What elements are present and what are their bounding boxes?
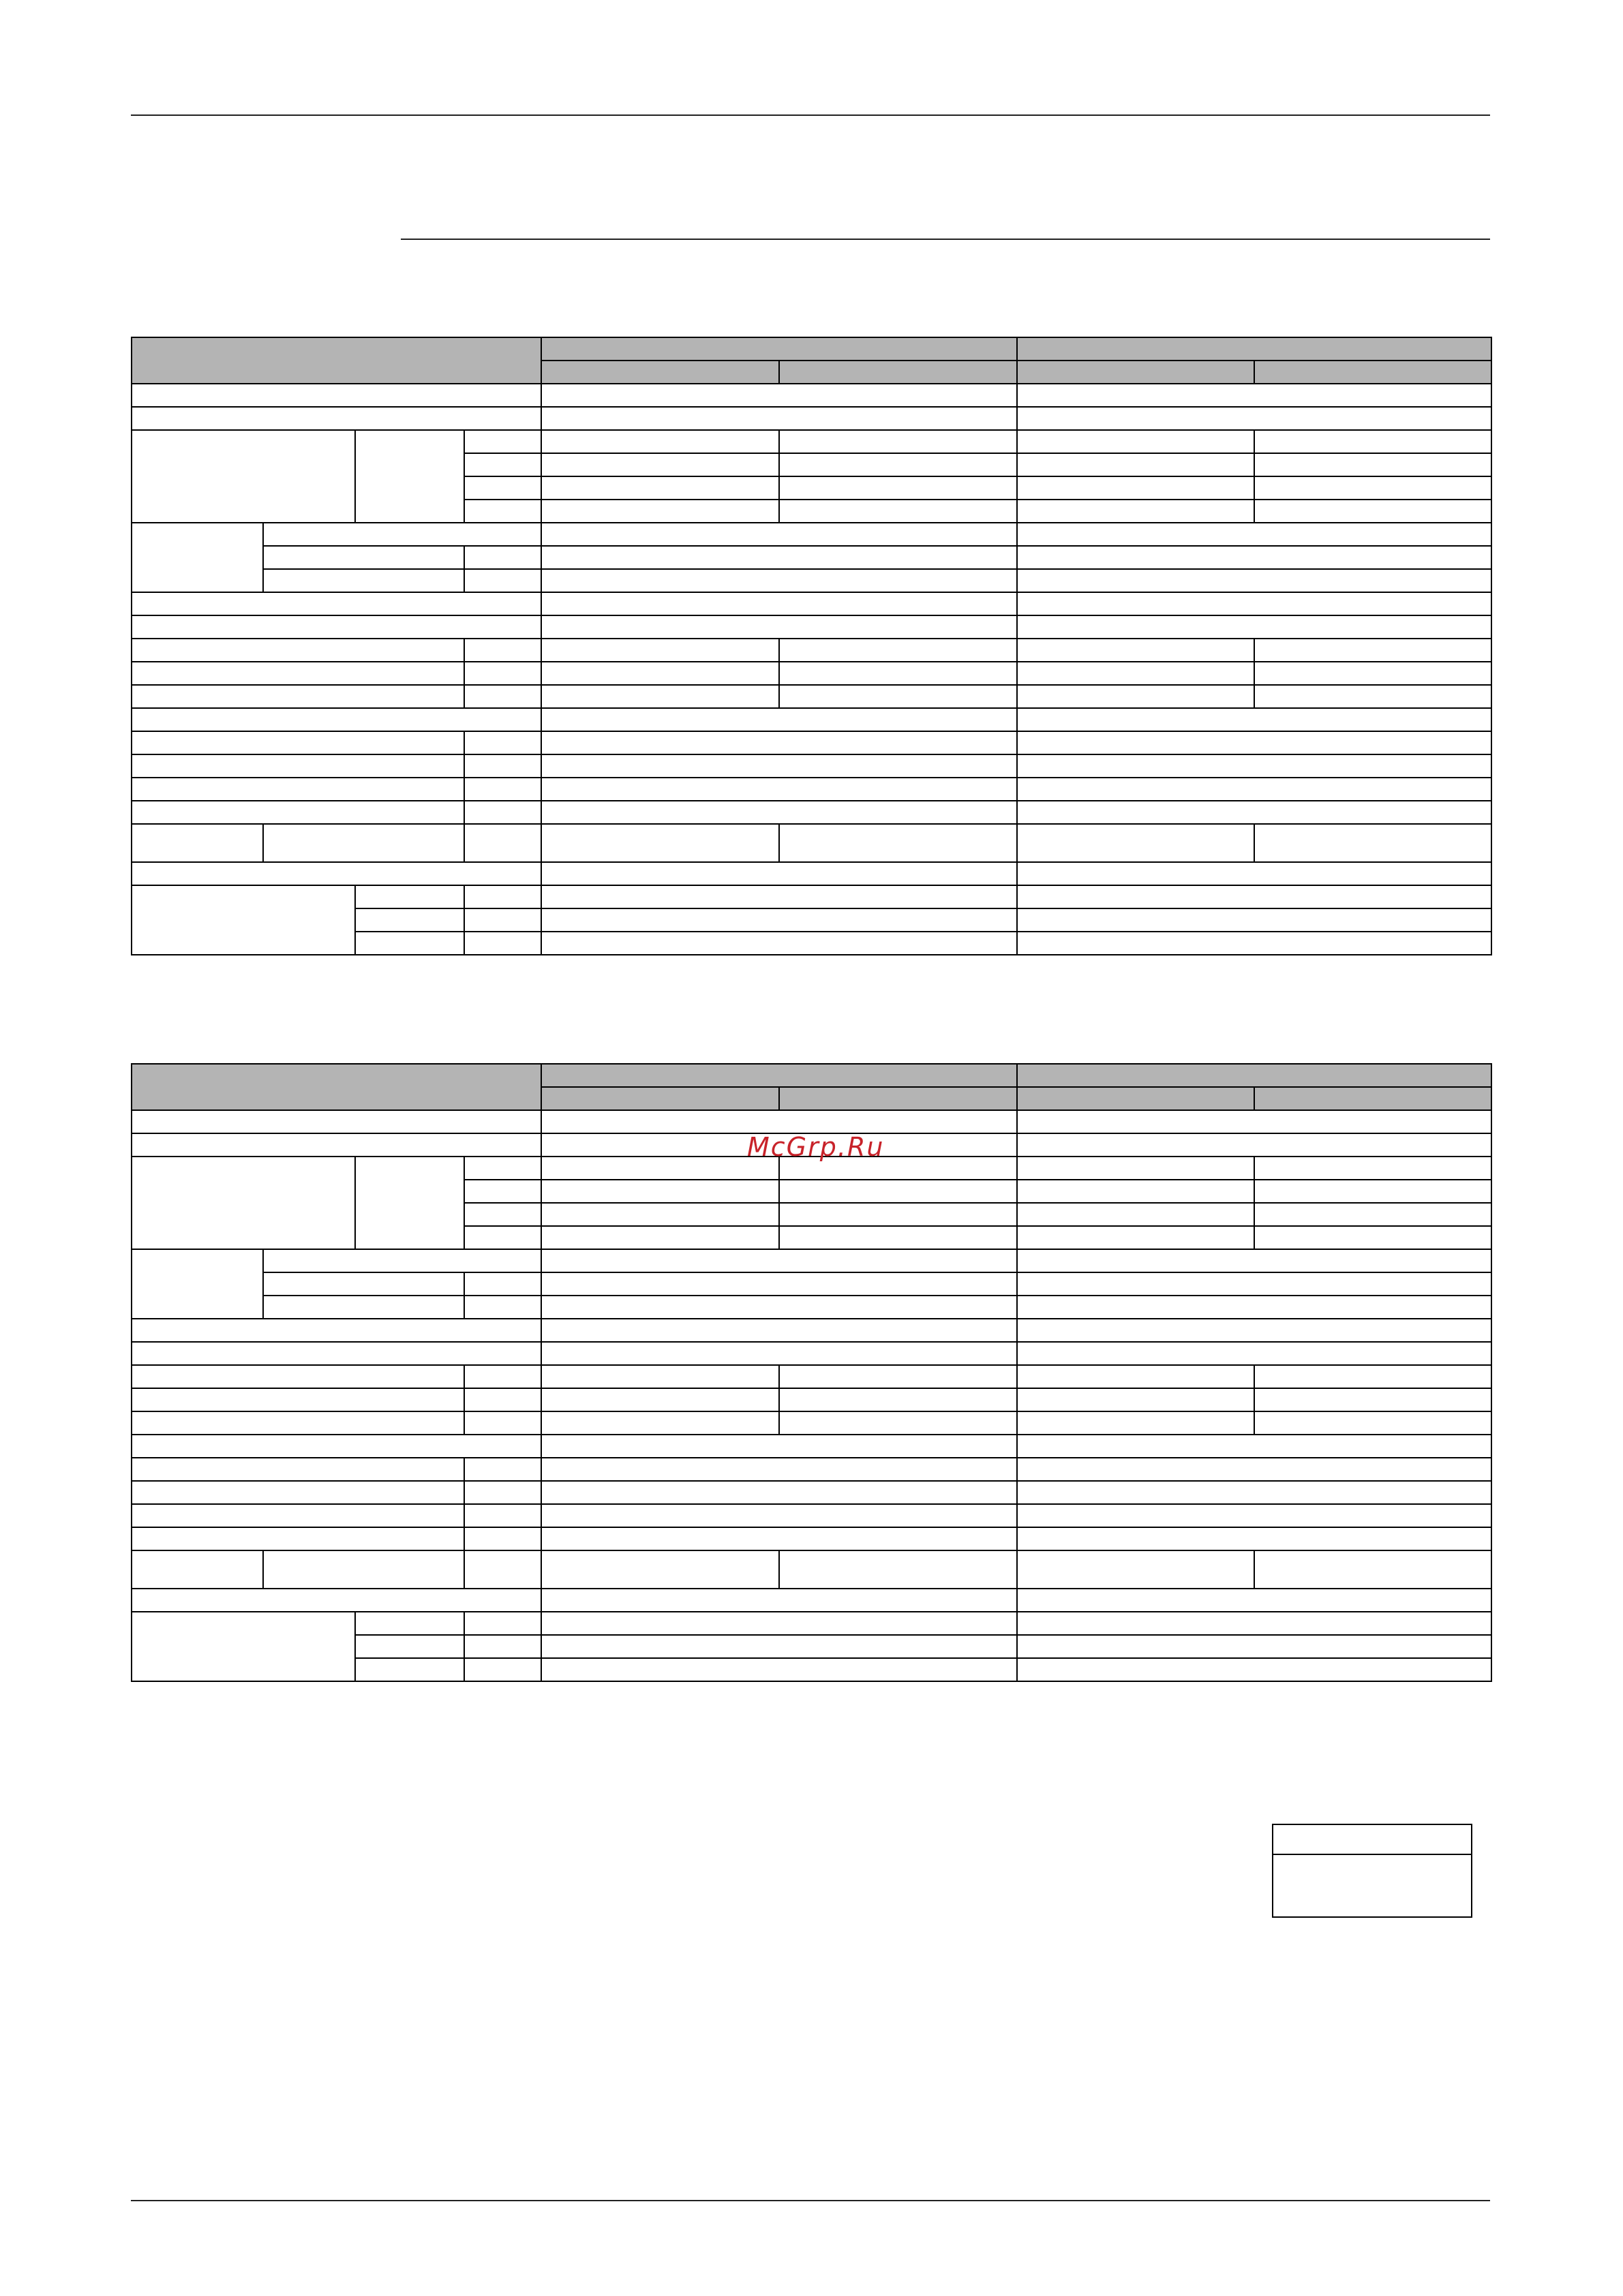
table-row bbox=[132, 1319, 1491, 1342]
table-row bbox=[132, 1365, 1491, 1388]
spec-table-1 bbox=[131, 337, 1492, 955]
table-row bbox=[132, 615, 1491, 639]
table-row bbox=[132, 1388, 1491, 1411]
footer-rule bbox=[131, 2200, 1490, 2201]
header-cell bbox=[1017, 337, 1491, 361]
table-row bbox=[132, 1589, 1491, 1612]
header-cell bbox=[541, 361, 779, 384]
table-row bbox=[132, 801, 1491, 824]
table-row bbox=[132, 1504, 1491, 1527]
table-row bbox=[132, 885, 1491, 908]
table-row bbox=[132, 569, 1491, 592]
header-cell bbox=[779, 361, 1017, 384]
stamp-divider bbox=[1273, 1854, 1471, 1855]
table-row bbox=[132, 1272, 1491, 1296]
table-row bbox=[132, 546, 1491, 569]
table-row bbox=[132, 662, 1491, 685]
header-cell bbox=[1254, 361, 1491, 384]
table-row bbox=[132, 639, 1491, 662]
table-row bbox=[132, 708, 1491, 731]
stamp-box bbox=[1272, 1824, 1472, 1918]
table-row bbox=[132, 1612, 1491, 1635]
table-row bbox=[132, 523, 1491, 546]
table-row bbox=[132, 1249, 1491, 1272]
table-header-row bbox=[132, 1064, 1491, 1087]
table-row bbox=[132, 1481, 1491, 1504]
header-cell bbox=[541, 1087, 779, 1110]
header-cell bbox=[132, 337, 541, 384]
header-cell bbox=[1017, 361, 1254, 384]
table-row bbox=[132, 1110, 1491, 1133]
table-row bbox=[132, 824, 1491, 862]
watermark-text: McGrp.Ru bbox=[747, 1132, 885, 1162]
table-row bbox=[132, 778, 1491, 801]
table-row bbox=[132, 1342, 1491, 1365]
table-row bbox=[132, 1411, 1491, 1435]
table-row bbox=[132, 1527, 1491, 1550]
table-row bbox=[132, 1550, 1491, 1589]
table-row bbox=[132, 754, 1491, 778]
header-rule bbox=[131, 114, 1490, 116]
table-row bbox=[132, 592, 1491, 615]
table-row bbox=[132, 407, 1491, 430]
header-cell bbox=[541, 337, 1017, 361]
header-cell bbox=[1017, 1064, 1491, 1087]
table-row bbox=[132, 1458, 1491, 1481]
table-row bbox=[132, 731, 1491, 754]
table-header-row bbox=[132, 337, 1491, 361]
table-row bbox=[132, 1296, 1491, 1319]
table-row bbox=[132, 685, 1491, 708]
table-row bbox=[132, 862, 1491, 885]
table-row bbox=[132, 1435, 1491, 1458]
title-rule bbox=[401, 239, 1490, 240]
header-cell bbox=[132, 1064, 541, 1110]
header-cell bbox=[1254, 1087, 1491, 1110]
table-row bbox=[132, 384, 1491, 407]
header-cell bbox=[779, 1087, 1017, 1110]
header-cell bbox=[1017, 1087, 1254, 1110]
header-cell bbox=[541, 1064, 1017, 1087]
table-row bbox=[132, 430, 1491, 453]
